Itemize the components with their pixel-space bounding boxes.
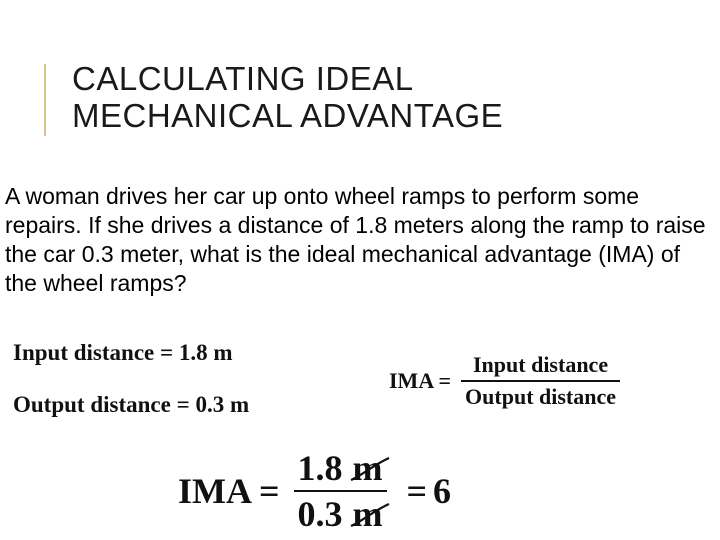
formula-numerator: Input distance <box>472 352 609 377</box>
calc-denominator <box>294 494 387 534</box>
calc-denominator-value: 0.3 <box>297 494 343 534</box>
calc-numerator-unit <box>353 448 383 488</box>
calc-denominator-unit-text: m <box>352 494 383 534</box>
given-input-distance: Input distance = 1.8 m <box>13 340 233 365</box>
problem-statement: A woman drives her car up onto wheel ramps to perform some repairs. If she drives a distance of 1.8 meters along the ramp to raise the car 0.3 meter, what is the ideal mechanical advantage (IMA) of the wheel ramps? <box>5 183 706 296</box>
formula-fraction-bar <box>461 380 620 382</box>
formula-lhs: IMA = <box>389 368 452 393</box>
calc-equals: = <box>406 471 428 511</box>
calc-numerator-value: 1.8 <box>297 448 343 488</box>
cancel-strike-icon <box>349 454 391 484</box>
calc-fraction <box>294 448 387 534</box>
calc-fraction-bar <box>294 490 387 492</box>
calc-numerator-unit-text: m <box>352 448 383 488</box>
formula-denominator: Output distance <box>465 384 617 409</box>
slide-title <box>72 60 503 134</box>
cancel-strike-icon <box>349 500 391 530</box>
calc-numerator <box>294 448 387 488</box>
ima-calculation <box>178 448 451 534</box>
formula-fraction <box>461 352 620 410</box>
title-line-1: CALCULATING IDEAL <box>72 60 414 97</box>
calc-lhs: IMA = <box>178 471 280 511</box>
title-accent-bar <box>44 64 46 136</box>
given-output-distance: Output distance = 0.3 m <box>13 392 250 417</box>
ima-formula <box>389 352 620 410</box>
title-line-2: MECHANICAL ADVANTAGE <box>72 97 504 134</box>
calc-result: 6 <box>433 471 452 511</box>
calc-denominator-unit <box>353 494 383 534</box>
